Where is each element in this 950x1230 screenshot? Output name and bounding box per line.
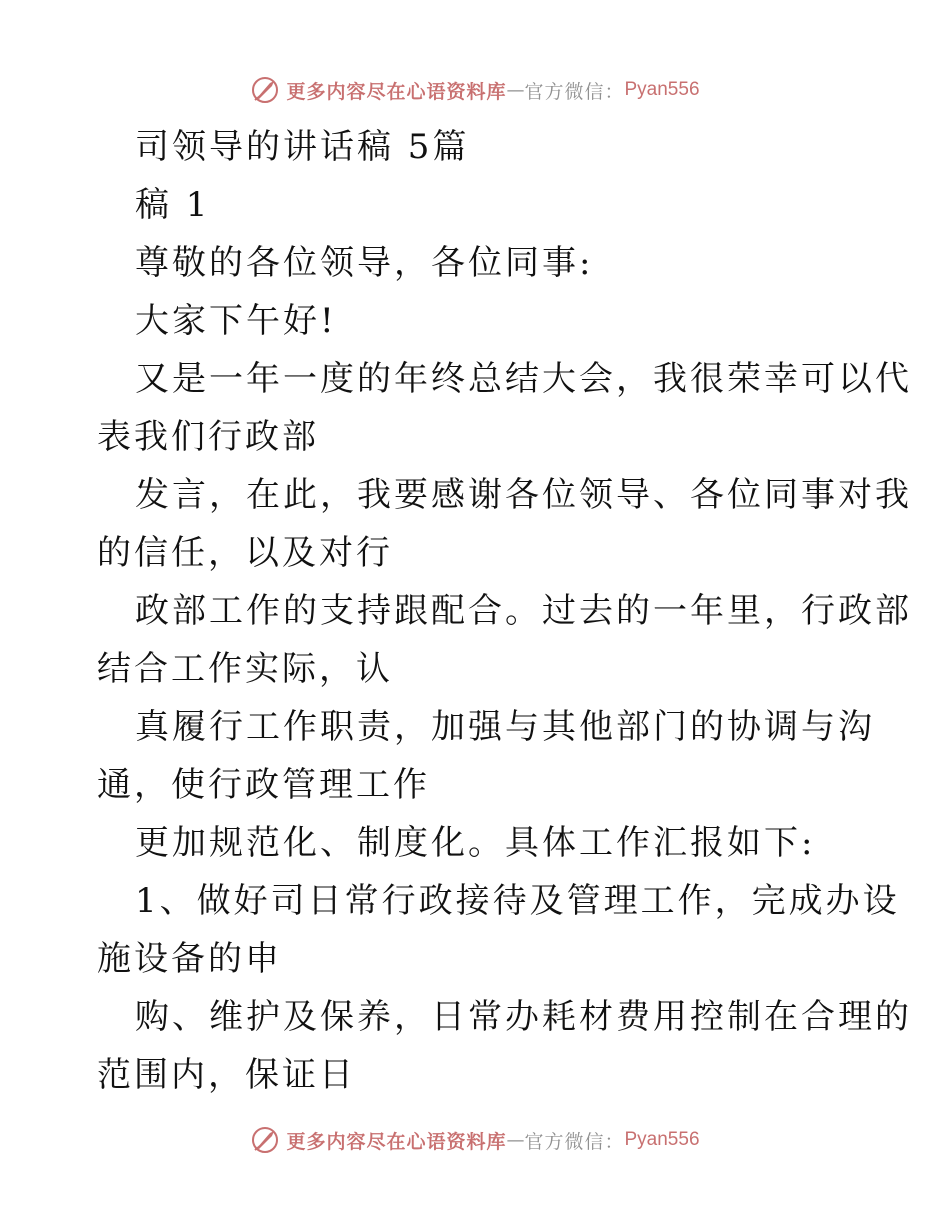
banner-promo-text: 更多内容尽在心语资料库 bbox=[286, 1130, 507, 1153]
paragraph-line: 又是一年一度的年终总结大会，我很荣幸可以代 bbox=[135, 359, 912, 399]
banner-account-id: Pyan556 bbox=[624, 1129, 700, 1150]
paragraph-line: 真履行工作职责，加强与其他部门的协调与沟 bbox=[135, 707, 875, 747]
banner-account-label: 官方微信： bbox=[524, 1130, 625, 1153]
paragraph-line: 发言，在此，我要感谢各位领导、各位同事对我 bbox=[135, 475, 912, 515]
list-item-line: 1、做好司日常行政接待及管理工作，完成办设 bbox=[135, 881, 900, 921]
section-heading: 稿 1 bbox=[135, 185, 211, 225]
list-item-line: 范围内，保证日 bbox=[97, 1055, 356, 1095]
paragraph-line: 结合工作实际，认 bbox=[97, 649, 393, 689]
paragraph-line: 更加规范化、制度化。具体工作汇报如下: bbox=[135, 823, 816, 863]
paragraph-line: 表我们行政部 bbox=[97, 417, 319, 457]
feather-pen-logo-icon bbox=[250, 75, 280, 105]
paragraph-line: 政部工作的支持跟配合。过去的一年里，行政部 bbox=[135, 591, 912, 631]
greeting: 大家下午好! bbox=[135, 301, 337, 341]
header-watermark-banner bbox=[0, 70, 950, 110]
banner-account-label: 官方微信： bbox=[524, 80, 625, 103]
list-item-line: 施设备的申 bbox=[97, 939, 282, 979]
paragraph-line: 的信任，以及对行 bbox=[97, 533, 393, 573]
feather-pen-logo-icon bbox=[250, 1125, 280, 1155]
banner-dash: — bbox=[506, 79, 525, 101]
banner-dash: — bbox=[506, 1129, 525, 1151]
document-title: 司领导的讲话稿 5篇 bbox=[135, 127, 470, 167]
salutation: 尊敬的各位领导，各位同事: bbox=[135, 243, 594, 283]
footer-watermark-banner bbox=[0, 1120, 950, 1160]
banner-account-id: Pyan556 bbox=[624, 79, 700, 100]
paragraph-line: 通，使行政管理工作 bbox=[97, 765, 430, 805]
banner-promo-text: 更多内容尽在心语资料库 bbox=[286, 80, 507, 103]
list-item-line: 购、维护及保养，日常办耗材费用控制在合理的 bbox=[135, 997, 912, 1037]
